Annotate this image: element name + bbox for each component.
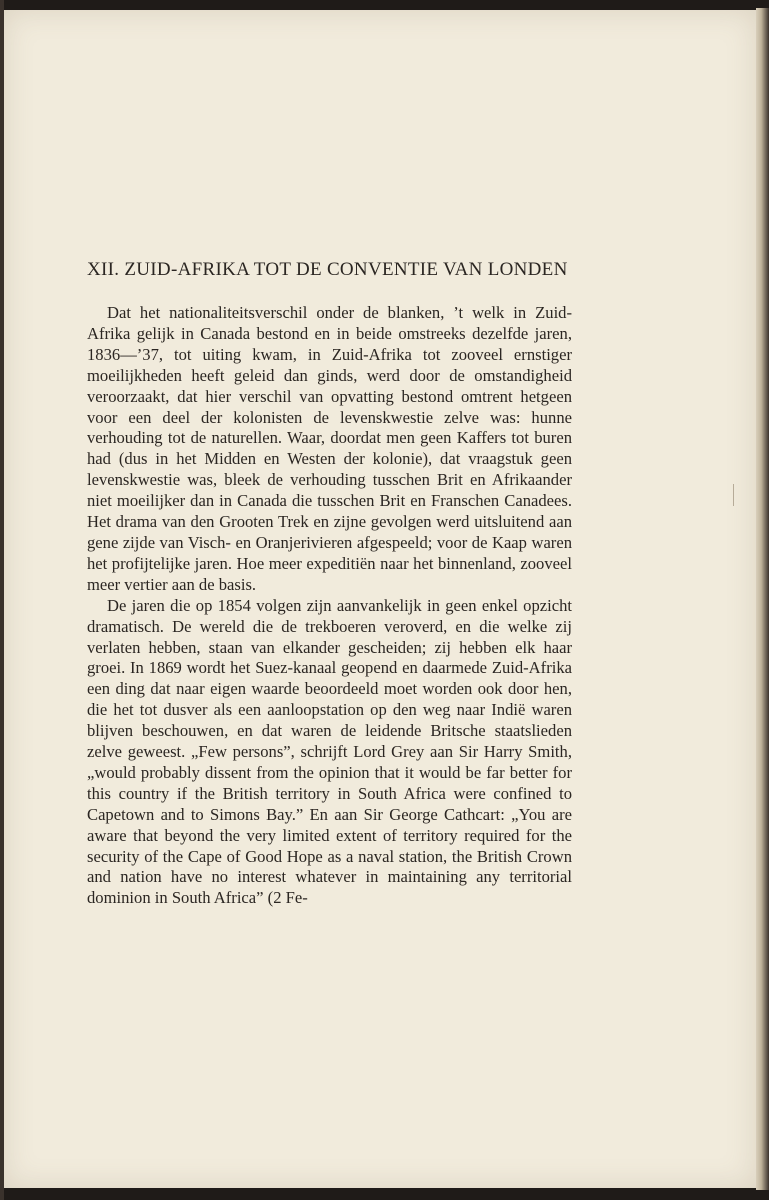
paragraph-1: Dat het nationaliteitsverschil onder de blanken, ’t welk in Zuid-Afrika gelijk in Canada bestond en in beide omstreeks dezelfde jaren, 1836—’37, tot uiting kwam, in Zuid-Afrika tot zooveel ernstiger moeilijkheden heeft geleid dan ginds, werd door de omstandigheid veroorzaakt, dat hier verschil van opvatting bestond omtrent hetgeen voor een deel der kolonisten de levenskwestie zelve was: hunne verhouding tot de naturellen. Waar, doordat men geen Kaffers tot buren had (dus in het Midden en Westen der kolonie), dat vraagstuk geen levenskwestie was, bleek de verhouding tusschen Brit en Afrikaander niet moeilijker dan in Canada die tusschen Brit en Franschen Canadees. Het drama van den Grooten Trek en zijne gevolgen werd uitsluitend aan gene zijde van Visch- en Oranjerivieren afgespeeld; voor de Kaap waren het profijtelijke jaren. Hoe meer expeditiën naar het binnenland, zooveel meer vertier aan de basis. [87,303,572,594]
paragraph-2: De jaren die op 1854 volgen zijn aanvankelijk in geen enkel opzicht dramatisch. De wereld die de trekboeren veroverd, en die welke zij verlaten hebben, staan van elkander gescheiden; zij hebben elk haar groei. In 1869 wordt het Suez-kanaal geopend en daarmede Zuid-Afrika een ding dat naar eigen waarde beoordeeld moet worden ook door hen, die het tot dusver als een aanloopstation op den weg naar Indië waren blijven beschouwen, en dat waren de leidende Britsche staatslieden zelve geweest. „Few persons”, schrijft Lord Grey aan Sir Harry Smith, „would probably dissent from the opinion that it would be far better for this country if the British territory in South Africa were confined to Capetown and to Simons Bay.” En aan Sir George Cathcart: „You are aware that beyond the very limited extent of territory required for the security of the Cape of Good Hope as a naval station, the British Crown and nation have no interest whatever in maintaining any territorial dominion in South Africa” (2 Fe- [87,595,572,908]
page-edge-shadow [756,8,769,1190]
margin-mark [733,484,734,506]
body-text [87,303,572,909]
chapter-heading: XII. ZUID-AFRIKA TOT DE CONVENTIE VAN LONDEN [87,259,568,280]
